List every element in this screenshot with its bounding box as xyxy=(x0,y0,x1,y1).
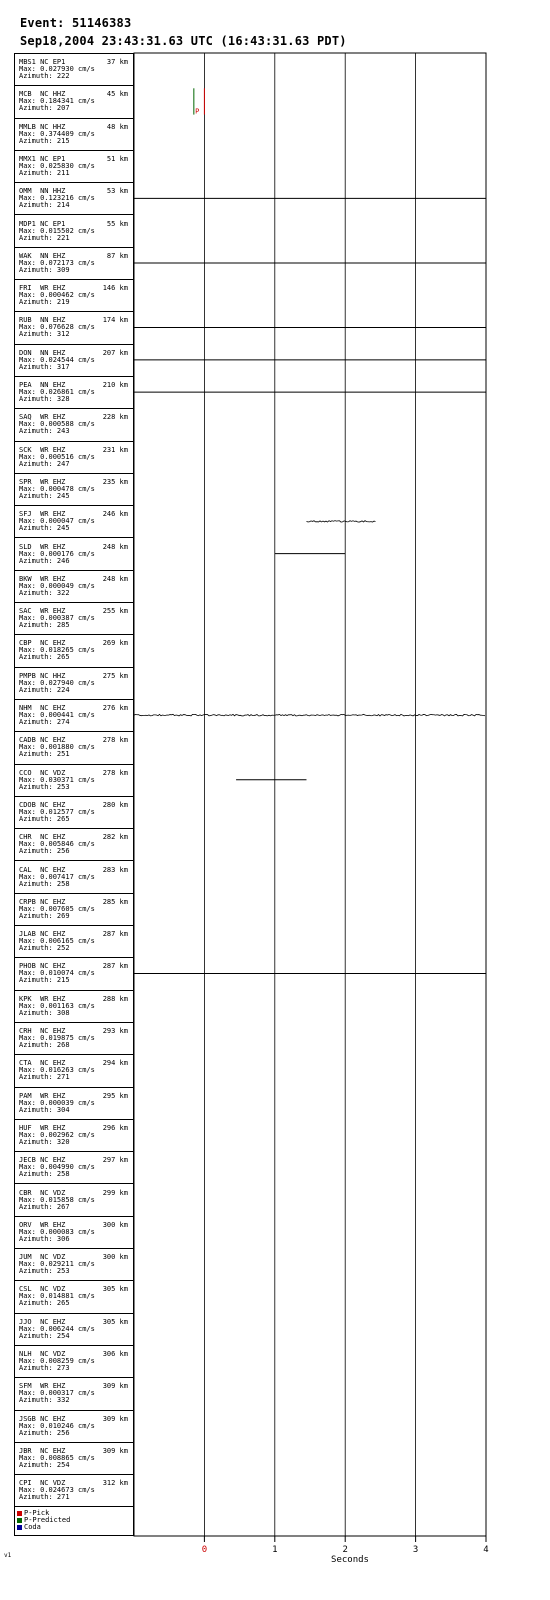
station-max: Max: 0.000478 cm/s xyxy=(19,484,95,493)
station-id: SFM WR EHZ 309 km xyxy=(19,1382,128,1391)
x-tick-label: 3 xyxy=(412,1545,419,1555)
station-azimuth: Azimuth: 215 xyxy=(19,976,70,985)
station-max: Max: 0.010246 cm/s xyxy=(19,1421,95,1430)
station-azimuth: Azimuth: 224 xyxy=(19,685,70,694)
station-id: JSGB NC EHZ 309 km xyxy=(19,1414,128,1423)
station-azimuth: Azimuth: 306 xyxy=(19,1234,70,1243)
plot-frame xyxy=(134,53,486,1536)
station-id: SLD WR EHZ 248 km xyxy=(19,542,128,551)
station-max: Max: 0.030371 cm/s xyxy=(19,775,95,784)
station-max: Max: 0.005846 cm/s xyxy=(19,840,95,849)
station-id: CAL NC EHZ 283 km xyxy=(19,865,128,874)
station-max: Max: 0.026861 cm/s xyxy=(19,388,95,396)
station-azimuth: Azimuth: 274 xyxy=(19,718,70,726)
station-distance: 228 km xyxy=(102,413,128,422)
station-azimuth: Azimuth: 312 xyxy=(19,330,70,339)
station-azimuth: Azimuth: 258 xyxy=(19,1170,70,1179)
station-distance: 309 km xyxy=(102,1382,128,1391)
station-azimuth: Azimuth: 245 xyxy=(19,524,70,533)
station-azimuth: Azimuth: 265 xyxy=(19,1299,70,1308)
station-distance: 53 km xyxy=(106,187,128,196)
station-max: Max: 0.072173 cm/s xyxy=(19,258,95,267)
station-distance: 309 km xyxy=(102,1414,128,1423)
station-max: Max: 0.016263 cm/s xyxy=(19,1066,95,1075)
station-azimuth: Azimuth: 304 xyxy=(19,1105,70,1114)
station-max: Max: 0.000176 cm/s xyxy=(19,549,95,558)
station-id: ORV WR EHZ 300 km xyxy=(19,1220,128,1229)
station-distance: 278 km xyxy=(102,736,128,745)
station-distance: 37 km xyxy=(106,58,128,66)
station-distance: 312 km xyxy=(102,1479,128,1488)
station-max: Max: 0.015502 cm/s xyxy=(19,226,95,235)
station-distance: 299 km xyxy=(102,1188,128,1197)
station-azimuth: Azimuth: 243 xyxy=(19,427,70,436)
x-tick-label: 4 xyxy=(483,1545,489,1555)
station-distance: 246 km xyxy=(102,510,128,519)
station-distance: 295 km xyxy=(102,1091,128,1100)
station-distance: 45 km xyxy=(106,90,128,99)
station-distance: 248 km xyxy=(102,574,128,583)
station-distance: 278 km xyxy=(102,768,128,777)
station-azimuth: Azimuth: 222 xyxy=(19,72,70,80)
station-max: Max: 0.024673 cm/s xyxy=(19,1486,95,1495)
station-id: KPK WR EHZ 288 km xyxy=(19,994,128,1003)
station-distance: 294 km xyxy=(102,1059,128,1068)
station-id: CPI NC VDZ 312 km xyxy=(19,1479,128,1488)
station-distance: 296 km xyxy=(102,1123,128,1132)
station-azimuth: Azimuth: 214 xyxy=(19,201,70,210)
station-azimuth: Azimuth: 221 xyxy=(19,233,70,242)
station-max: Max: 0.000516 cm/s xyxy=(19,452,95,461)
station-azimuth: Azimuth: 271 xyxy=(19,1073,70,1082)
station-distance: 297 km xyxy=(102,1156,128,1165)
station-id: CDOB NC EHZ 280 km xyxy=(19,800,128,809)
station-distance: 293 km xyxy=(102,1027,128,1035)
station-azimuth: Azimuth: 254 xyxy=(19,1460,70,1469)
station-id: CRH NC EHZ 293 km xyxy=(19,1027,128,1035)
station-id: MMX1 NC EP1 51 km xyxy=(19,154,128,163)
station-azimuth: Azimuth: 317 xyxy=(19,362,70,371)
station-max: Max: 0.006165 cm/s xyxy=(19,937,95,946)
station-azimuth: Azimuth: 265 xyxy=(19,653,70,662)
station-max: Max: 0.027940 cm/s xyxy=(19,678,95,687)
station-max: Max: 0.014881 cm/s xyxy=(19,1292,95,1301)
station-id: CBR NC VDZ 299 km xyxy=(19,1188,128,1197)
station-id: NLH NC VDZ 306 km xyxy=(19,1350,128,1358)
station-max: Max: 0.004990 cm/s xyxy=(19,1163,95,1172)
station-azimuth: Azimuth: 267 xyxy=(19,1202,70,1211)
station-id: MCB NC HHZ 45 km xyxy=(19,90,128,99)
legend-label: P-Predicted xyxy=(24,1516,71,1524)
station-azimuth: Azimuth: 269 xyxy=(19,911,70,920)
station-id: CTA NC EHZ 294 km xyxy=(19,1059,128,1068)
station-distance: 287 km xyxy=(102,962,128,971)
station-max: Max: 0.076628 cm/s xyxy=(19,323,95,332)
station-azimuth: Azimuth: 320 xyxy=(19,1137,70,1146)
station-max: Max: 0.008865 cm/s xyxy=(19,1453,95,1462)
station-azimuth: Azimuth: 268 xyxy=(19,1041,70,1049)
station-max: Max: 0.123216 cm/s xyxy=(19,194,95,203)
station-id: SPR WR EHZ 235 km xyxy=(19,477,128,486)
station-azimuth: Azimuth: 328 xyxy=(19,395,70,403)
station-id: WAK NN EHZ 87 km xyxy=(19,251,128,260)
station-azimuth: Azimuth: 207 xyxy=(19,104,70,113)
station-distance: 300 km xyxy=(102,1220,128,1229)
station-max: Max: 0.000462 cm/s xyxy=(19,291,95,300)
station-id: RUB NN EHZ 174 km xyxy=(19,316,128,325)
station-max: Max: 0.000083 cm/s xyxy=(19,1227,95,1236)
x-tick-label: 0 xyxy=(201,1545,208,1555)
station-distance: 306 km xyxy=(102,1350,128,1358)
station-distance: 285 km xyxy=(102,897,128,906)
station-max: Max: 0.007605 cm/s xyxy=(19,904,95,913)
station-distance: 287 km xyxy=(102,930,128,939)
station-azimuth: Azimuth: 246 xyxy=(19,556,70,565)
station-azimuth: Azimuth: 256 xyxy=(19,1428,70,1437)
station-max: Max: 0.001163 cm/s xyxy=(19,1001,95,1010)
station-id: SAC WR EHZ 255 km xyxy=(19,607,128,616)
station-distance: 48 km xyxy=(106,122,128,131)
station-distance: 275 km xyxy=(102,671,128,680)
station-distance: 305 km xyxy=(102,1285,128,1294)
station-id: OMM NN HHZ 53 km xyxy=(19,187,128,196)
station-max: Max: 0.029211 cm/s xyxy=(19,1260,95,1269)
station-id: JBR NC EHZ 309 km xyxy=(19,1446,128,1455)
station-azimuth: Azimuth: 245 xyxy=(19,491,70,500)
station-azimuth: Azimuth: 219 xyxy=(19,298,70,307)
station-max: Max: 0.000387 cm/s xyxy=(19,614,95,623)
station-id: CCO NC VDZ 278 km xyxy=(19,768,128,777)
station-id: CSL NC VDZ 305 km xyxy=(19,1285,128,1294)
station-id: CRPB NC EHZ 285 km xyxy=(19,897,128,906)
station-azimuth: Azimuth: 253 xyxy=(19,1267,70,1276)
station-distance: 309 km xyxy=(102,1446,128,1455)
station-distance: 300 km xyxy=(102,1253,128,1262)
station-id: MDP1 NC EP1 55 km xyxy=(19,219,128,228)
station-distance: 174 km xyxy=(102,316,128,325)
event-title: Event: 51146383 xyxy=(20,16,132,30)
station-azimuth: Azimuth: 215 xyxy=(19,136,70,145)
x-axis-label: Seconds xyxy=(331,1555,369,1565)
station-id: MBS1 NC EP1 37 km xyxy=(19,58,128,66)
station-azimuth: Azimuth: 322 xyxy=(19,588,70,597)
station-distance: 87 km xyxy=(106,251,128,260)
station-azimuth: Azimuth: 332 xyxy=(19,1396,70,1405)
station-azimuth: Azimuth: 285 xyxy=(19,621,70,630)
station-azimuth: Azimuth: 211 xyxy=(19,168,70,177)
station-id: JECB NC EHZ 297 km xyxy=(19,1156,128,1165)
station-azimuth: Azimuth: 265 xyxy=(19,814,70,823)
station-azimuth: Azimuth: 251 xyxy=(19,750,70,759)
station-max: Max: 0.374409 cm/s xyxy=(19,129,95,138)
station-id: JJO NC EHZ 305 km xyxy=(19,1317,128,1326)
station-max: Max: 0.008259 cm/s xyxy=(19,1357,95,1365)
trace-sfj xyxy=(306,521,375,522)
station-azimuth: Azimuth: 271 xyxy=(19,1493,70,1502)
station-id: PHOB NC EHZ 287 km xyxy=(19,962,128,971)
trace-nhm xyxy=(134,714,485,716)
station-distance: 282 km xyxy=(102,833,128,842)
station-max: Max: 0.184341 cm/s xyxy=(19,97,95,106)
station-id: SCK WR EHZ 231 km xyxy=(19,445,128,454)
station-id: JLAB NC EHZ 287 km xyxy=(19,930,128,939)
pick-label: P xyxy=(195,107,200,116)
station-id: SFJ WR EHZ 246 km xyxy=(19,510,128,519)
station-azimuth: Azimuth: 309 xyxy=(19,265,70,274)
station-max: Max: 0.015858 cm/s xyxy=(19,1195,95,1204)
station-id: CADB NC EHZ 278 km xyxy=(19,736,128,745)
station-id: CHR NC EHZ 282 km xyxy=(19,833,128,842)
station-id: CBP NC EHZ 269 km xyxy=(19,639,128,648)
station-id: PMPB NC HHZ 275 km xyxy=(19,671,128,680)
station-max: Max: 0.018265 cm/s xyxy=(19,646,95,655)
station-id: JUM NC VDZ 300 km xyxy=(19,1253,128,1262)
x-tick-label: 2 xyxy=(342,1545,348,1555)
station-max: Max: 0.010074 cm/s xyxy=(19,969,95,978)
station-azimuth: Azimuth: 254 xyxy=(19,1331,70,1340)
station-max: Max: 0.000441 cm/s xyxy=(19,711,95,719)
station-max: Max: 0.012577 cm/s xyxy=(19,807,95,816)
event-time: Sep18,2004 23:43:31.63 UTC (16:43:31.63 PDT) xyxy=(20,34,347,48)
station-distance: 280 km xyxy=(102,800,128,809)
station-distance: 210 km xyxy=(102,381,128,389)
station-distance: 55 km xyxy=(106,219,128,228)
station-max: Max: 0.000039 cm/s xyxy=(19,1098,95,1107)
station-max: Max: 0.019875 cm/s xyxy=(19,1034,95,1042)
station-distance: 283 km xyxy=(102,865,128,874)
station-distance: 288 km xyxy=(102,994,128,1003)
station-azimuth: Azimuth: 256 xyxy=(19,847,70,856)
station-distance: 51 km xyxy=(106,154,128,163)
station-id: HUF WR EHZ 296 km xyxy=(19,1123,128,1132)
station-id: BKW WR EHZ 248 km xyxy=(19,574,128,583)
station-azimuth: Azimuth: 252 xyxy=(19,944,70,953)
station-max: Max: 0.000049 cm/s xyxy=(19,581,95,590)
station-distance: 146 km xyxy=(102,284,128,293)
legend-label: Coda xyxy=(24,1523,41,1531)
station-distance: 276 km xyxy=(102,704,128,712)
station-azimuth: Azimuth: 273 xyxy=(19,1364,70,1372)
station-max: Max: 0.024544 cm/s xyxy=(19,355,95,364)
station-azimuth: Azimuth: 308 xyxy=(19,1008,70,1017)
station-id: PEA NN EHZ 210 km xyxy=(19,381,128,389)
station-max: Max: 0.002962 cm/s xyxy=(19,1130,95,1139)
legend-label: P-Pick xyxy=(24,1509,50,1517)
station-azimuth: Azimuth: 247 xyxy=(19,459,70,468)
station-max: Max: 0.000047 cm/s xyxy=(19,517,95,526)
corner-mark: v1 xyxy=(4,1552,12,1559)
station-id: SAQ WR EHZ 228 km xyxy=(19,413,128,422)
station-id: PAM WR EHZ 295 km xyxy=(19,1091,128,1100)
station-max: Max: 0.027930 cm/s xyxy=(19,65,95,73)
station-distance: 255 km xyxy=(102,607,128,616)
station-id: MMLB NC HHZ 48 km xyxy=(19,122,128,131)
station-distance: 235 km xyxy=(102,477,128,486)
station-azimuth: Azimuth: 253 xyxy=(19,782,70,791)
station-max: Max: 0.025830 cm/s xyxy=(19,161,95,170)
station-distance: 269 km xyxy=(102,639,128,648)
station-max: Max: 0.001880 cm/s xyxy=(19,743,95,752)
station-id: FRI WR EHZ 146 km xyxy=(19,284,128,293)
station-distance: 231 km xyxy=(102,445,128,454)
x-tick-label: 1 xyxy=(272,1545,278,1555)
station-max: Max: 0.000588 cm/s xyxy=(19,420,95,429)
station-distance: 207 km xyxy=(102,348,128,357)
station-id: DON NN EHZ 207 km xyxy=(19,348,128,357)
station-max: Max: 0.000317 cm/s xyxy=(19,1389,95,1398)
station-distance: 248 km xyxy=(102,542,128,551)
station-max: Max: 0.007417 cm/s xyxy=(19,872,95,881)
station-id: NHM NC EHZ 276 km xyxy=(19,704,128,712)
station-azimuth: Azimuth: 258 xyxy=(19,879,70,888)
station-distance: 305 km xyxy=(102,1317,128,1326)
station-max: Max: 0.006244 cm/s xyxy=(19,1324,95,1333)
